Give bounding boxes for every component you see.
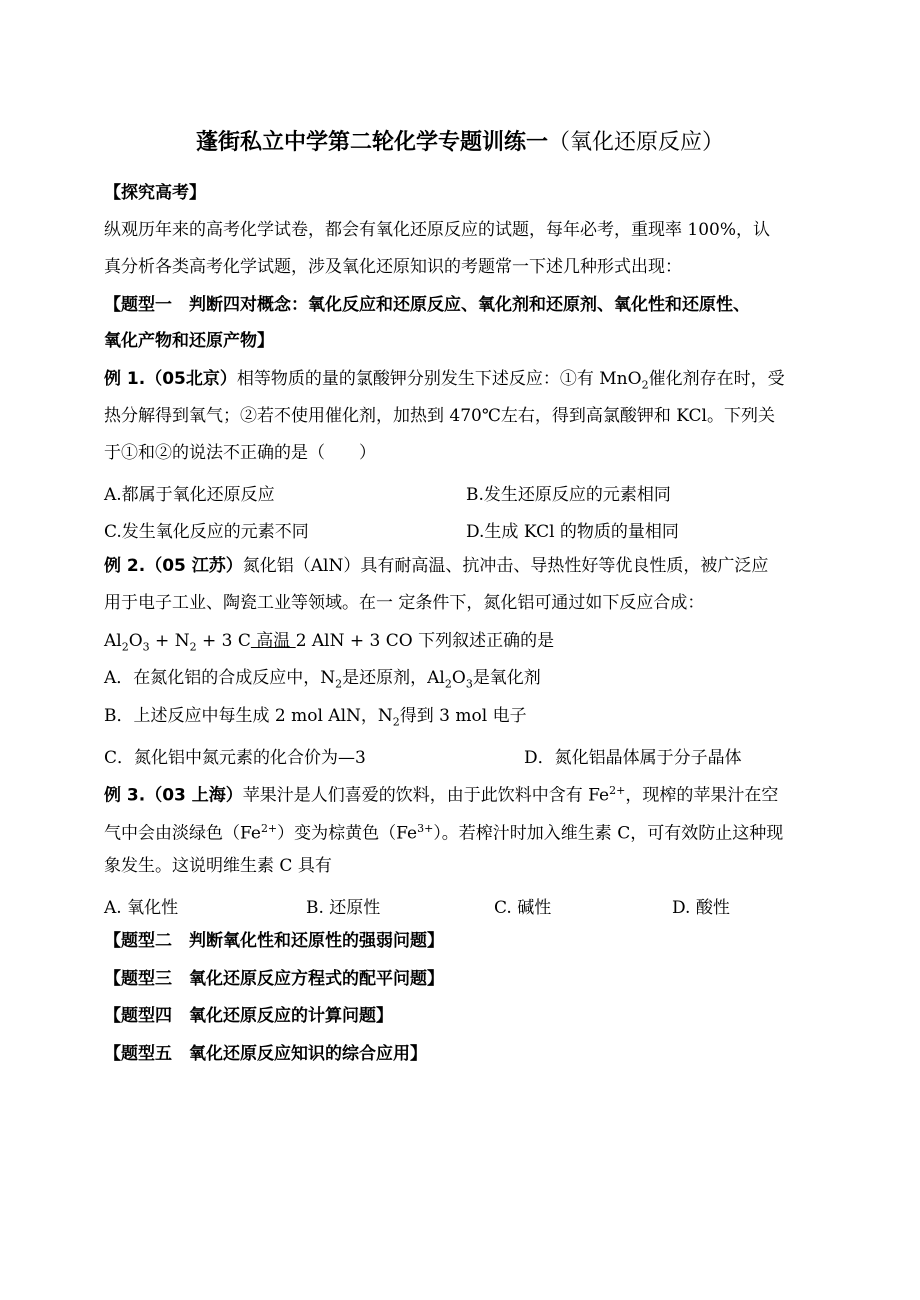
example1-label: 例 1.（05北京） xyxy=(104,369,237,389)
title-main: 蓬街私立中学第二轮化学专题训练一 xyxy=(195,130,548,155)
example2-line-2: 用于电子工业、陶瓷工业等领域。在一 定条件下，氮化铝可通过如下反应合成： xyxy=(104,593,705,613)
example3-option-c: C. 碱性 xyxy=(494,898,552,918)
section-header: 【探究高考】 xyxy=(104,183,206,203)
title-paren: （氧化还原反应） xyxy=(548,130,725,155)
example1-line-1: 例 1.（05北京）相等物质的量的氯酸钾分别发生下述反应：①有 MnO$_2$催化剂存在时，受 xyxy=(104,369,785,392)
example2-option-c: C．氮化铝中氮元素的化合价为—3 xyxy=(104,748,366,768)
example2-line-1: 例 2.（05 江苏）氮化铝（AlN）具有耐高温、抗冲击、导热性好等优良性质，被广泛应 xyxy=(104,556,769,576)
example2-option-a: A．在氮化铝的合成反应中，$N_2$是还原剂，$Al_2O_3$是氧化剂 xyxy=(104,668,541,691)
example3-line-1: 例 3.（03 上海）苹果汁是人们喜爱的饮料，由于此饮料中含有 $Fe^{2+}$，现榨的苹果汁在空 xyxy=(104,784,779,806)
example3-line-2: 气中会由淡绿色$(Fe^{2+})$变为棕黄色$(Fe^{3+})$。若榨汁时加入维生素 C，可有效防止这种现 xyxy=(104,822,784,844)
example3-label: 例 3.（03 上海） xyxy=(104,785,243,806)
example1-line-3: 于①和②的说法不正确的是（ ） xyxy=(104,443,376,463)
intro-line-1: 纵观历年来的高考化学试卷，都会有氧化还原反应的试题，每年必考，重现率 100%，认 xyxy=(104,220,771,240)
page-title xyxy=(0,132,920,154)
reaction-condition: 高温 xyxy=(250,631,296,651)
example3-option-b: B. 还原性 xyxy=(306,898,381,918)
type1-heading-line-2: 氧化产物和还原产物】 xyxy=(104,331,274,351)
type3-heading: 【题型三 氧化还原反应方程式的配平问题】 xyxy=(104,969,444,989)
example2-equation: $Al_2O_3 + N_2 + 3$ C 高温 2 AlN + 3 CO 下列叙述正确的是 xyxy=(104,631,555,654)
example3-option-d: D. 酸性 xyxy=(672,898,730,918)
example1-option-b: B.发生还原反应的元素相同 xyxy=(466,485,671,505)
example1-option-c: C.发生氧化反应的元素不同 xyxy=(104,522,309,542)
example1-option-d: D.生成 KCl 的物质的量相同 xyxy=(466,522,679,542)
intro-line-2: 真分析各类高考化学试题，涉及氧化还原知识的考题常一下述几种形式出现： xyxy=(104,257,682,277)
type1-heading-line-1: 【题型一 判断四对概念：氧化反应和还原反应、氧化剂和还原剂、氧化性和还原性、 xyxy=(104,295,750,315)
example3-option-a: A. 氧化性 xyxy=(104,898,179,918)
type5-heading: 【题型五 氧化还原反应知识的综合应用】 xyxy=(104,1044,427,1064)
example1-option-a: A.都属于氧化还原反应 xyxy=(104,485,275,505)
type4-heading: 【题型四 氧化还原反应的计算问题】 xyxy=(104,1006,393,1026)
example1-line-2: 热分解得到氧气；②若不使用催化剂，加热到 470℃左右，得到高氯酸钾和 KCl。下列关 xyxy=(104,406,775,426)
example2-label: 例 2.（05 江苏） xyxy=(104,556,243,576)
example3-line-3: 象发生。这说明维生素 C 具有 xyxy=(104,856,332,876)
example2-option-d: D．氮化铝晶体属于分子晶体 xyxy=(524,748,742,768)
type2-heading: 【题型二 判断氧化性和还原性的强弱问题】 xyxy=(104,931,444,951)
example2-option-b: B．上述反应中每生成 2 mol AlN，$N_2$得到 3 mol 电子 xyxy=(104,706,527,729)
